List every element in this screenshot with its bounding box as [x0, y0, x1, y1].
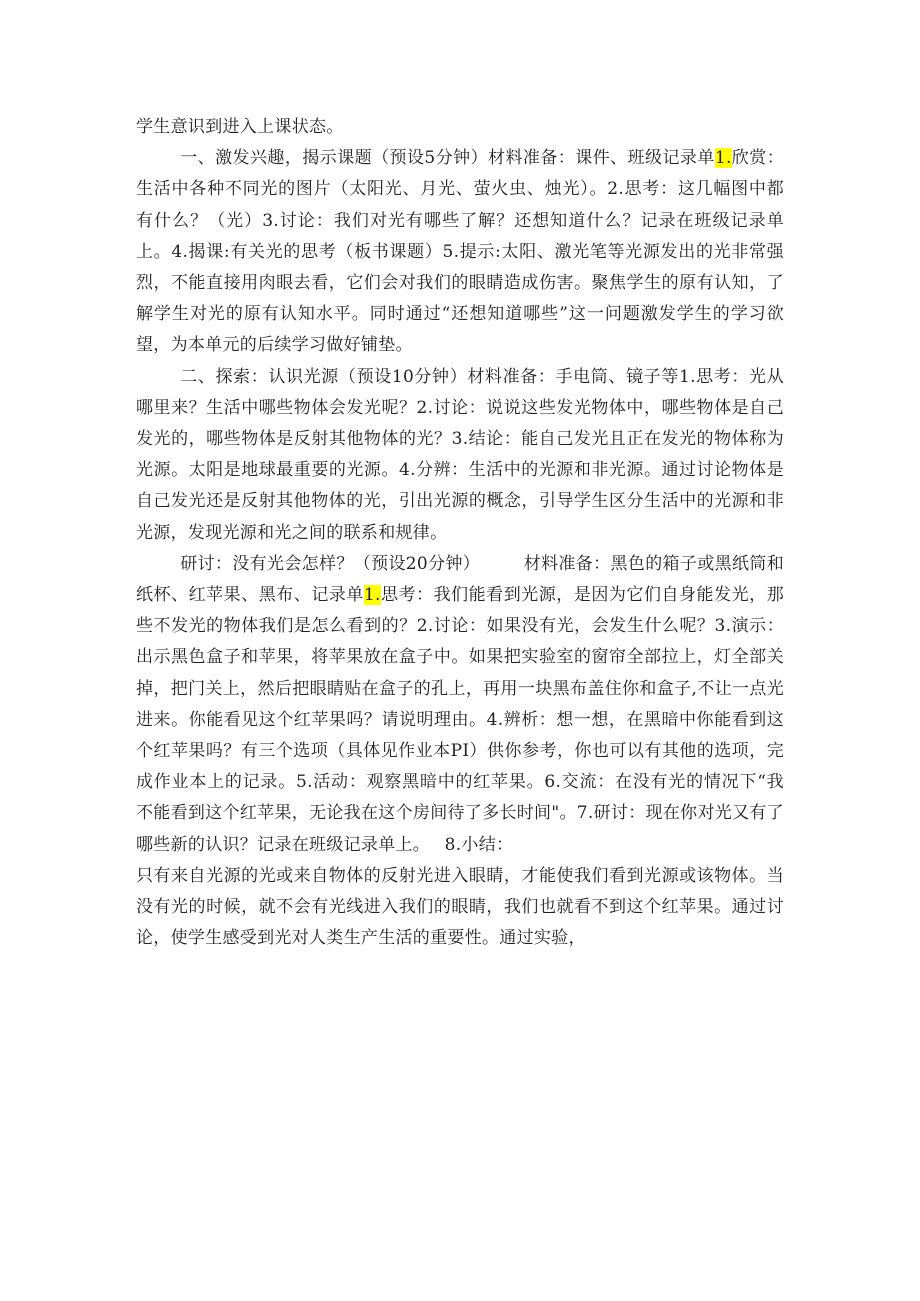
paragraph-section-1 [136, 143, 784, 361]
paragraph-section-3 [136, 549, 784, 861]
section-1-body-text: 欣赏：生活中各种不同光的图片（太阳光、月光、萤火虫、烛光）。2.思考：这几幅图中都有什么？（光）3.讨论：我们对光有哪些了解？还想知道什么？记录在班级记录单上。4.揭课:有关光的思考（板书课题）5.提示:太阳、激光笔等光源发出的光非常强烈，不能直接用肉眼去看，它们会对我们的眼睛造成伤害。聚焦学生的原有认知，了解学生对光的原有认知水平。同时通过“还想知道哪些”这一问题激发学生的学习欲望，为本单元的后续学习做好铺垫。 [136, 148, 784, 356]
paragraph-summary: 只有来自光源的光或来自物体的反射光进入眼睛，才能使我们看到光源或该物体。当没有光的时候，就不会有光线进入我们的眼睛，我们也就看不到这个红苹果。通过讨论，使学生感受到光对人类生产生活的重要性。通过实验， [136, 865, 784, 949]
document-body [136, 112, 784, 954]
highlight-mark-1: 1. [714, 148, 732, 169]
paragraph-intro: 学生意识到进入上课状态。 [136, 117, 344, 137]
paragraph-section-2: 二、探索：认识光源（预设10分钟）材料准备：手电筒、镜子等1.思考：光从哪里来？生活中哪些物体会发光呢？2.讨论：说说这些发光物体中，哪些物体是自己发光的，哪些物体是反射其他物体的光？3.结论：能自己发光且正在发光的物体称为光源。太阳是地球最重要的光源。4.分辨：生活中的光源和非光源。通过讨论物体是自己发光还是反射其他物体的光，引出光源的概念，引导学生区分生活中的光源和非光源，发现光源和光之间的联系和规律。 [136, 366, 784, 543]
section-3-body-text: 思考：我们能看到光源，是因为它们自身能发光，那些不发光的物体我们是怎么看到的？2.讨论：如果没有光，会发生什么呢？3.演示：出示黑色盒子和苹果，将苹果放在盒子中。如果把实验室的窗帘全部拉上，灯全部关掉，把门关上，然后把眼睛贴在盒子的孔上，再用一块黑布盖住你和盒子,不让一点光进来。你能看见这个红苹果吗？请说明理由。4.辨析：想一想，在黑暗中你能看到这个红苹果吗？有三个选项（具体见作业本PI）供你参考，你也可以有其他的选项，完成作业本上的记录。5.活动：观察黑暗中的红苹果。6.交流：在没有光的情况下“我不能看到这个红苹果，无论我在这个房间待了多长时间"。7.研讨：现在你对光又有了哪些新的认识？记录在班级记录单上。 8.小结： [136, 585, 784, 855]
section-3-heading-text: 研讨：没有光会怎样？（预设20分钟） 材料准备：黑色的箱子或黑纸筒和纸杯、红苹果、黑布、记录单 [136, 553, 784, 606]
section-1-heading-text: 一、激发兴趣，揭示课题（预设5分钟）材料准备：课件、班级记录单 [180, 148, 715, 169]
highlight-mark-2: 1. [363, 585, 381, 606]
